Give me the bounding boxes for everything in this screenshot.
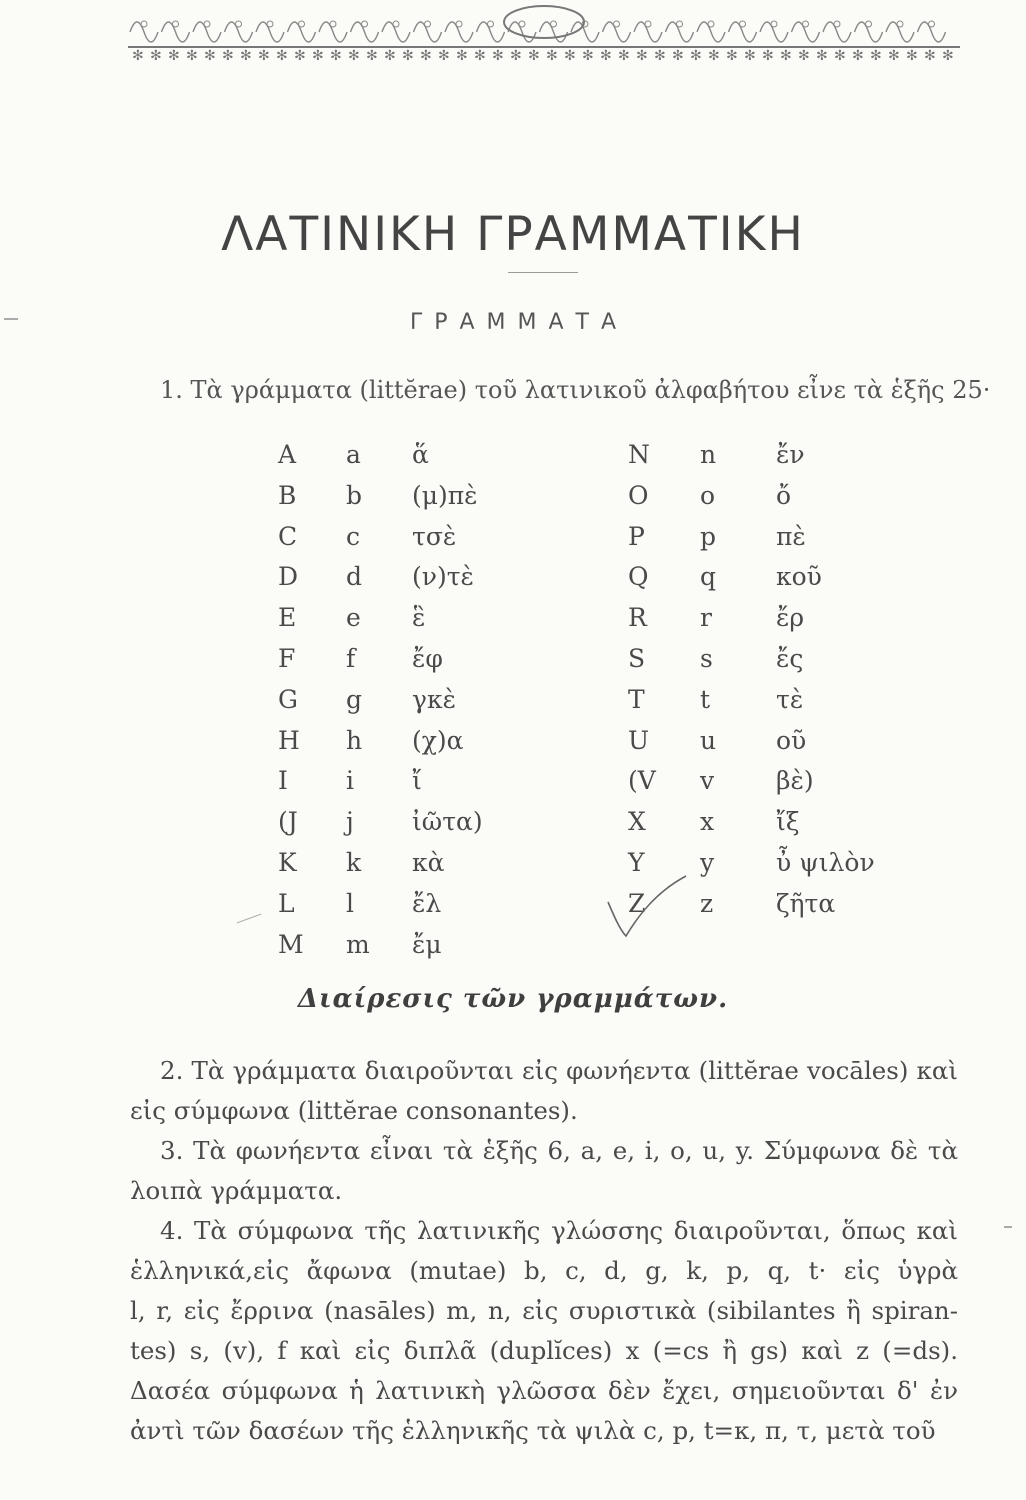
margin-mark: [1004, 1226, 1012, 1228]
svg-text:✻: ✻: [312, 48, 324, 64]
alphabet-name: ἔλ: [412, 888, 442, 918]
svg-text:✻: ✻: [330, 48, 342, 64]
alphabet-name: ἰῶτα): [412, 807, 483, 837]
svg-text:✻: ✻: [204, 48, 216, 64]
alphabet-name: γκὲ: [412, 684, 456, 714]
paragraph-line: 3. Τὰ φωνήεντα εἶναι τὰ ἑξῆς 6, a, e, i, o, u, y. Σύμφωνα δὲ τὰ: [160, 1136, 958, 1165]
svg-text:✻: ✻: [294, 48, 306, 64]
paragraph-line: εἰς σύμφωνα (littĕrae consonantes).: [130, 1096, 578, 1125]
alphabet-upper: C: [278, 521, 298, 551]
title-divider: [508, 272, 578, 273]
alphabet-lower: b: [346, 480, 363, 510]
alphabet-name: τσὲ: [412, 521, 457, 551]
svg-text:✻: ✻: [492, 48, 504, 64]
alphabet-upper: L: [278, 888, 295, 918]
alphabet-name: ἔφ: [412, 644, 443, 673]
alphabet-lower: z: [700, 888, 714, 918]
svg-text:✻: ✻: [420, 48, 432, 64]
svg-text:✻: ✻: [348, 48, 360, 64]
section-heading-letters: ΓΡΑΜΜΑΤΑ: [409, 310, 629, 335]
alphabet-lower: j: [346, 807, 354, 837]
margin-mark: [4, 318, 18, 320]
svg-text:✻: ✻: [258, 48, 270, 64]
alphabet-upper: D: [278, 562, 299, 592]
paragraph-line: 4. Τὰ σύμφωνα τῆς λατινικῆς γλώσσης διαιροῦνται, ὅπως καὶ: [160, 1216, 958, 1245]
svg-text:✻: ✻: [852, 48, 864, 64]
svg-text:✻: ✻: [942, 48, 954, 64]
section-title: Διαίρεσις τῶν γραμμάτων.: [297, 984, 729, 1014]
alphabet-upper: Y: [628, 848, 645, 877]
margin-mark: [237, 914, 262, 924]
alphabet-name: ἔρ: [776, 603, 805, 633]
alphabet-lower: y: [700, 848, 715, 877]
alphabet-name: βὲ): [776, 766, 814, 796]
alphabet-upper: O: [628, 480, 649, 510]
svg-text:✻: ✻: [708, 48, 720, 64]
alphabet-upper: F: [278, 644, 296, 673]
svg-text:✻: ✻: [546, 48, 558, 64]
svg-text:✻: ✻: [384, 48, 396, 64]
alphabet-upper: K: [278, 848, 297, 877]
alphabet-lower: g: [346, 684, 363, 714]
svg-text:✻: ✻: [564, 48, 576, 64]
svg-text:✻: ✻: [780, 48, 792, 64]
alphabet-upper: N: [628, 440, 650, 469]
alphabet-lower: l: [346, 888, 354, 918]
svg-text:✻: ✻: [636, 48, 648, 64]
svg-text:✻: ✻: [132, 48, 144, 64]
alphabet-upper: (V: [628, 766, 656, 796]
alphabet-lower: v: [700, 766, 715, 796]
alphabet-lower: d: [346, 562, 363, 592]
alphabet-lower: o: [700, 480, 716, 510]
paragraph-line: ἑλληνικά,εἰς ἄφωνα (mutae) b, c, d, g, k, p, q, t· εἰς ὑγρὰ: [130, 1256, 958, 1285]
svg-text:✻: ✻: [438, 48, 450, 64]
alphabet-name: ὄ: [776, 480, 792, 510]
alphabet-name: ἅ: [412, 440, 429, 469]
alphabet-name: (χ)α: [412, 725, 464, 755]
alphabet-lower: s: [700, 644, 713, 673]
svg-text:✻: ✻: [456, 48, 468, 64]
svg-text:✻: ✻: [762, 48, 774, 64]
alphabet-upper: R: [628, 603, 647, 633]
alphabet-upper: S: [628, 644, 646, 673]
alphabet-lower: e: [346, 603, 361, 633]
alphabet-upper: P: [628, 521, 645, 551]
svg-text:✻: ✻: [222, 48, 234, 64]
alphabet-upper: I: [278, 766, 288, 796]
svg-text:✻: ✻: [870, 48, 882, 64]
alphabet-name: ὖ ψιλὸν: [776, 848, 875, 877]
alphabet-upper: (J: [278, 807, 298, 837]
svg-text:✻: ✻: [672, 48, 684, 64]
alphabet-lower: i: [346, 766, 354, 796]
alphabet-name: κὰ: [412, 848, 445, 877]
alphabet-name: (ν)τὲ: [412, 562, 474, 592]
alphabet-upper: G: [278, 684, 298, 714]
alphabet-name: ἔς: [776, 644, 804, 673]
svg-text:✻: ✻: [186, 48, 198, 64]
alphabet-name: πὲ: [776, 521, 806, 551]
alphabet-upper: E: [278, 603, 297, 633]
alphabet-upper: Q: [628, 562, 649, 592]
paragraph-line: λοιπὰ γράμματα.: [130, 1176, 343, 1205]
svg-text:✻: ✻: [744, 48, 756, 64]
svg-text:✻: ✻: [276, 48, 288, 64]
paragraph-line: ἀντὶ τῶν δασέων τῆς ἑλληνικῆς τὰ ψιλὰ c, p, t=κ, π, τ, μετὰ τοῦ: [130, 1416, 936, 1445]
alphabet-upper: Z: [628, 888, 646, 918]
alphabet-lower: c: [346, 521, 361, 551]
alphabet-upper: M: [278, 929, 304, 959]
svg-text:✻: ✻: [402, 48, 414, 64]
svg-text:✻: ✻: [888, 48, 900, 64]
alphabet-upper: A: [278, 440, 297, 469]
alphabet-lower: a: [346, 440, 361, 469]
alphabet-name: ζῆτα: [776, 888, 836, 918]
alphabet-upper: T: [628, 684, 645, 714]
page-title: ΛΑΤΙΝΙΚΗ ΓΡΑΜΜΑΤΙΚΗ: [221, 207, 805, 263]
svg-text:✻: ✻: [906, 48, 918, 64]
alphabet-lower: k: [346, 848, 362, 877]
pencil-check-mark: [604, 872, 688, 938]
svg-text:✻: ✻: [618, 48, 630, 64]
alphabet-upper: B: [278, 480, 297, 510]
alphabet-name: οῦ: [776, 725, 807, 755]
alphabet-upper: U: [628, 725, 650, 755]
svg-text:✻: ✻: [528, 48, 540, 64]
alphabet-name: ἔν: [776, 440, 805, 469]
alphabet-lower: n: [700, 440, 717, 469]
alphabet-lower: m: [346, 929, 370, 959]
paragraph-line: 2. Τὰ γράμματα διαιροῦνται εἰς φωνήεντα (littĕrae vocāles) καὶ: [160, 1056, 958, 1085]
svg-text:✻: ✻: [366, 48, 378, 64]
header-ornament: [128, 2, 960, 64]
svg-text:✻: ✻: [150, 48, 162, 64]
alphabet-name: ἴξ: [776, 807, 800, 837]
alphabet-name: (μ)πὲ: [412, 480, 478, 510]
alphabet-lower: u: [700, 725, 717, 755]
svg-text:✻: ✻: [654, 48, 666, 64]
alphabet-upper: H: [278, 725, 300, 755]
svg-text:✻: ✻: [924, 48, 936, 64]
alphabet-lower: q: [700, 562, 717, 592]
paragraph-line: Δασέα σύμφωνα ἡ λατινικὴ γλῶσσα δὲν ἔχει, σημειοῦνται δ' ἐν: [130, 1376, 958, 1405]
svg-text:✻: ✻: [168, 48, 180, 64]
svg-text:✻: ✻: [726, 48, 738, 64]
svg-text:✻: ✻: [582, 48, 594, 64]
alphabet-lower: x: [700, 807, 715, 837]
svg-text:✻: ✻: [816, 48, 828, 64]
svg-text:✻: ✻: [474, 48, 486, 64]
svg-text:✻: ✻: [798, 48, 810, 64]
svg-text:✻: ✻: [690, 48, 702, 64]
alphabet-lower: t: [700, 684, 711, 714]
svg-text:✻: ✻: [600, 48, 612, 64]
paragraph-line: l, r, εἰς ἔρρινα (nasāles) m, n, εἰς συριστικὰ (sibilantes ἢ spiran-: [130, 1296, 958, 1325]
alphabet-name: κοῦ: [776, 562, 822, 592]
svg-text:✻: ✻: [240, 48, 252, 64]
alphabet-lower: f: [346, 644, 356, 673]
alphabet-lower: r: [700, 603, 712, 633]
intro-paragraph: 1. Τὰ γράμματα (littĕrae) τοῦ λατινικοῦ ἀλφαβήτου εἶνε τὰ ἑξῆς 25·: [160, 376, 991, 404]
alphabet-name: τὲ: [776, 684, 804, 714]
svg-text:✻: ✻: [510, 48, 522, 64]
alphabet-lower: h: [346, 725, 363, 755]
alphabet-name: ἴ: [412, 766, 422, 796]
alphabet-upper: X: [628, 807, 646, 837]
alphabet-name: ἓ: [412, 603, 426, 633]
svg-text:✻: ✻: [834, 48, 846, 64]
alphabet-name: ἔμ: [412, 929, 442, 959]
alphabet-lower: p: [700, 521, 717, 551]
paragraph-line: tes) s, (v), f καὶ εἰς διπλᾶ (duplĭces) x (=cs ἢ gs) καὶ z (=ds).: [130, 1336, 958, 1365]
